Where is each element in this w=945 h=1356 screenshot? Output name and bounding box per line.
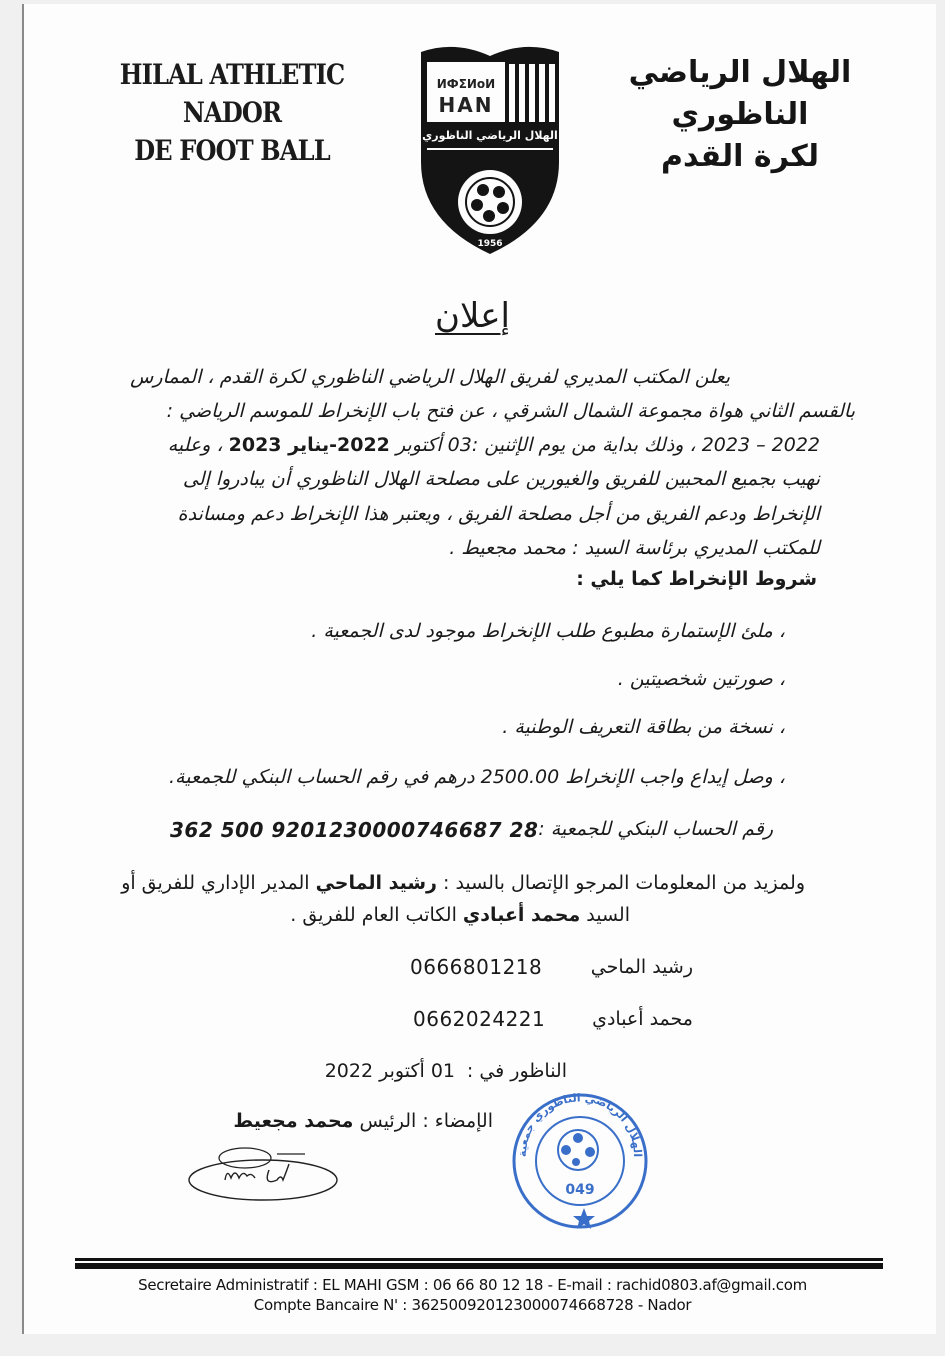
stamp-text: الهلال الرياضي الناظوري جمعية: [515, 1091, 645, 1158]
contact-line-2: [290, 904, 630, 926]
club-name-french: [86, 56, 378, 170]
svg-text:الهلال الرياضي الناظوري جمعية: [516, 1091, 644, 1157]
announcement-line-6: للمكتب المديري برئاسة السيد : محمد مجعيط .: [449, 537, 820, 559]
person-name: رشيد الماحي: [590, 956, 693, 978]
announcement-line-4: نهيب بجميع المحبين للفريق والغيورين على مصلحة الهلال الناظوري أن يبادروا إلى: [182, 468, 820, 490]
club-stamp: [510, 1090, 650, 1232]
club-name-ar-line1: الهلال الرياضي الناظوري: [628, 55, 852, 132]
announcement-line-1: يعلن المكتب المديري لفريق الهلال الرياضي الناظوري لكرة القدم ، الممارس: [130, 366, 730, 388]
date-label: الناظور في :: [466, 1060, 567, 1082]
contact-role-2: الكاتب العام للفريق .: [290, 904, 463, 926]
announcement-line-3: [168, 434, 820, 456]
contact-role-1: المدير الإداري للفريق أو: [121, 872, 316, 894]
condition-item: ، صورتين شخصيتين .: [617, 668, 785, 690]
club-name-line2: DE FOOT BALL: [134, 134, 330, 167]
season-text: 2022 – 2023 ، وذلك بداية من يوم الإثنين :03 أكتوبر: [395, 434, 820, 456]
logo-arabic-name: الهلال الرياضي الناظوري: [422, 129, 558, 142]
person-phone: 0666801218: [410, 955, 543, 979]
club-logo: [415, 42, 565, 258]
signature-line: [233, 1110, 493, 1132]
condition-item: ، نسخة من بطاقة التعريف الوطنية .: [502, 716, 785, 738]
condition-item: ، ملئ الإستمارة مطبوع طلب الإنخراط موجود لدى الجمعية .: [311, 620, 785, 642]
contact-text: ولمزيد من المعلومات المرجو الإتصال بالسيد :: [436, 872, 805, 894]
president-name: محمد مجعيط: [233, 1110, 354, 1132]
footer-contact: Secretaire Administratif : EL MAHI GSM : 06 66 80 12 18 - E-mail : rachid0803.af@gmail.com: [138, 1276, 807, 1294]
handwritten-signature: [185, 1140, 345, 1210]
club-name-line1: HILAL ATHLETIC NADOR: [119, 58, 345, 129]
contact-name-2: محمد أعبادي: [462, 904, 581, 926]
club-name-arabic: [570, 52, 910, 178]
date-value: 01 أكتوبر 2022: [324, 1060, 455, 1082]
season-tail: ، وعليه: [167, 434, 223, 456]
conditions-title: شروط الإنخراط كما يلي :: [576, 568, 817, 590]
club-name-ar-line2: لكرة القدم: [661, 139, 819, 174]
person-phone: 0662024221: [413, 1007, 546, 1031]
contact-name-1: رشيد الماحي: [315, 872, 437, 894]
person-name: محمد أعبادي: [592, 1008, 693, 1030]
announcement-line-5: الإنخراط ودعم الفريق من أجل مصلحة الفريق ، ويعتبر هذا الإنخراط دعم ومساندة: [177, 503, 820, 525]
footer-divider: [75, 1258, 883, 1261]
contact-line-1: [121, 872, 805, 894]
footer-divider-thick: [75, 1263, 883, 1269]
bank-account-number: 362 500 9201230000746687 28: [170, 818, 539, 842]
logo-tifinagh: ИФΣИoИ: [436, 77, 496, 91]
season-dates: 2022-يناير 2023: [228, 434, 390, 456]
contact-text: السيد: [580, 904, 630, 926]
logo-abbr: HAN: [438, 93, 494, 117]
bank-account-label: رقم الحساب البنكي للجمعية :: [538, 818, 773, 840]
footer-bank: Compte Bancaire N' : 36250092012300007466872​8 - Nador: [253, 1296, 692, 1314]
logo-year: 1956: [477, 239, 503, 249]
stamp-number: 049: [565, 1182, 595, 1198]
announcement-title: إعلان: [435, 296, 510, 336]
announcement-line-2: بالقسم الثاني هواة مجموعة الشمال الشرقي ، عن فتح باب الإنخراط للموسم الرياضي :: [166, 400, 855, 422]
signature-label: الإمضاء : الرئيس: [353, 1110, 493, 1132]
condition-item: ، وصل إيداع واجب الإنخراط 2500.00 درهم في رقم الحساب البنكي للجمعية.: [168, 766, 785, 788]
